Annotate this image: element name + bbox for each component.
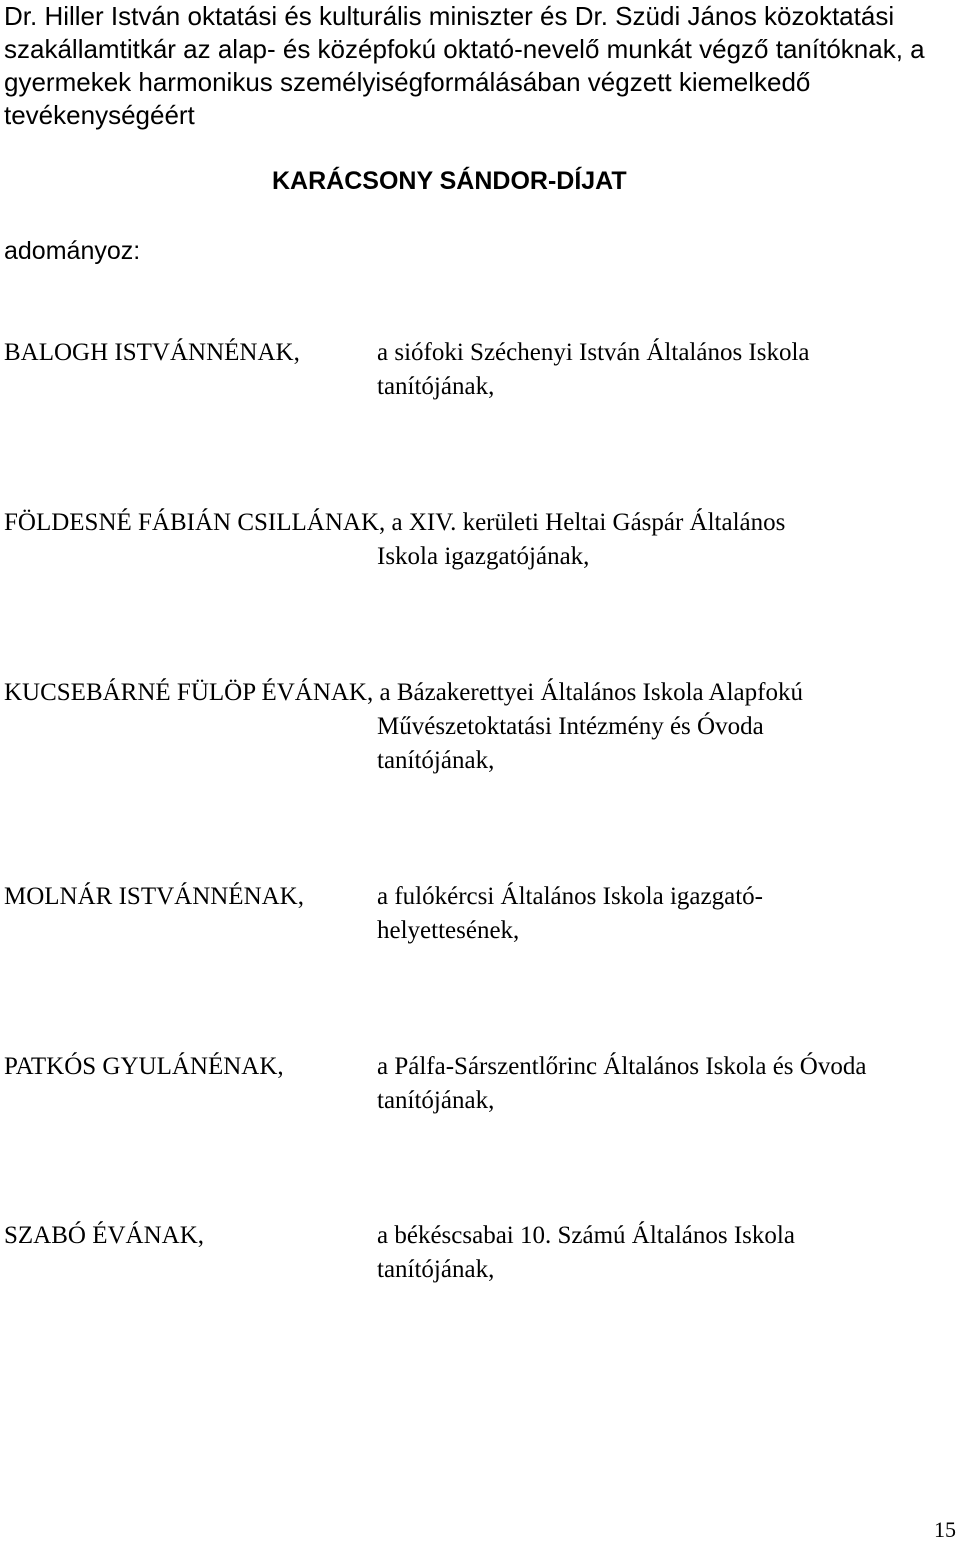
recipient-description-line: tanítójának,	[377, 373, 495, 400]
recipient-name: BALOGH ISTVÁNNÉNAK,	[4, 339, 300, 366]
recipient-first-line: KUCSEBÁRNÉ FÜLÖP ÉVÁNAK, a Bázakerettyei Általános Iskola Alapfokú	[4, 679, 803, 706]
recipient-description-line: Iskola igazgatójának,	[377, 543, 590, 570]
recipient-description	[377, 1050, 866, 1118]
recipient-description	[377, 1219, 795, 1287]
recipient-name: SZABÓ ÉVÁNAK,	[4, 1222, 204, 1249]
recipient-name: MOLNÁR ISTVÁNNÉNAK,	[4, 883, 304, 910]
recipient-description	[377, 336, 810, 404]
intro-line: Dr. Hiller István oktatási és kulturális miniszter és Dr. Szüdi János közoktatási	[4, 1, 895, 31]
recipient-description-line: a békéscsabai 10. Számú Általános Iskola	[377, 1222, 795, 1249]
recipient-description-line: tanítójának,	[377, 1256, 495, 1283]
recipient-description	[377, 880, 763, 948]
intro-line: gyermekek harmonikus személyiségformálásában végzett kiemelkedő	[4, 67, 811, 97]
intro-paragraph	[4, 0, 956, 132]
recipient-description-line: tanítójának,	[377, 1087, 495, 1114]
recipient-entry	[4, 676, 956, 778]
recipient-description-line: Művészetoktatási Intézmény és Óvoda	[377, 713, 764, 740]
recipient-entry	[4, 506, 956, 574]
page-number: 15	[934, 1517, 956, 1542]
award-action: adományoz:	[4, 237, 141, 265]
recipient-description-line: helyettesének,	[377, 917, 520, 944]
recipient-first-line: FÖLDESNÉ FÁBIÁN CSILLÁNAK, a XIV. kerületi Heltai Gáspár Általános	[4, 509, 786, 536]
recipient-name: PATKÓS GYULÁNÉNAK,	[4, 1053, 284, 1080]
recipient-description-line: a fulókércsi Általános Iskola igazgató-	[377, 883, 763, 910]
recipient-description-line: a siófoki Széchenyi István Általános Iskola	[377, 339, 810, 366]
intro-line: szakállamtitkár az alap- és középfokú oktató-nevelő munkát végző tanítóknak, a	[4, 34, 925, 64]
award-title: KARÁCSONY SÁNDOR-DÍJAT	[272, 167, 627, 195]
intro-line: tevékenységéért	[4, 100, 195, 130]
recipient-description-line: a Pálfa-Sárszentlőrinc Általános Iskola és Óvoda	[377, 1053, 867, 1080]
recipient-description-line: tanítójának,	[377, 747, 495, 774]
